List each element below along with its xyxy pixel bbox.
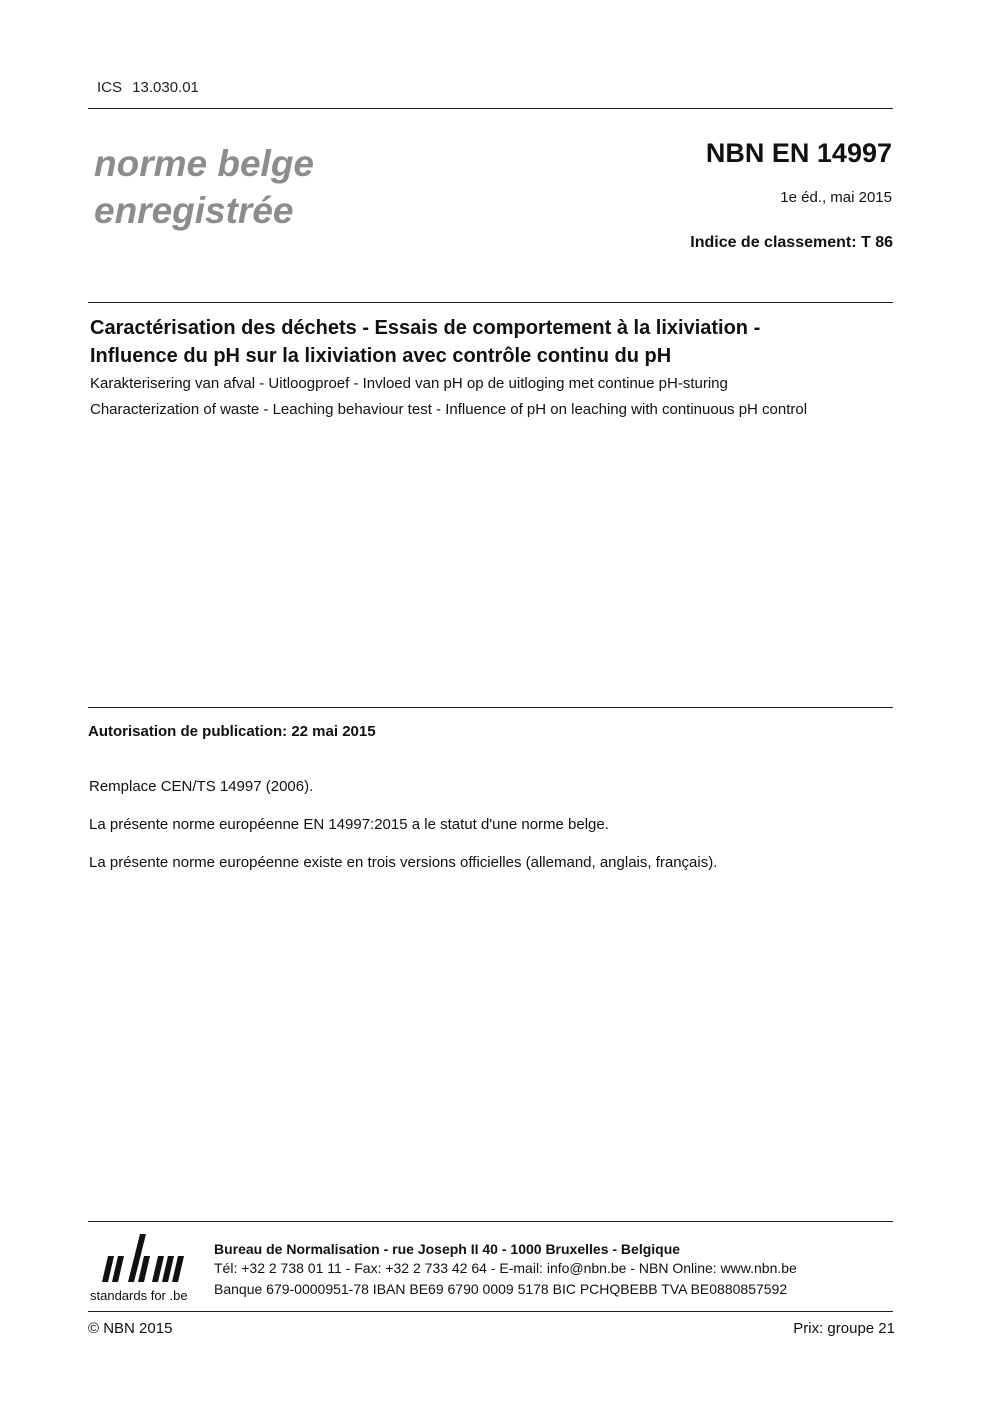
status-note: La présente norme européenne EN 14997:2015 a le statut d'une norme belge. — [89, 816, 609, 833]
publication-authorisation: Autorisation de publication: 22 mai 2015 — [88, 723, 376, 740]
logo-caption: standards for .be — [90, 1288, 188, 1303]
brand-line-1: norme belge — [94, 143, 314, 184]
title-dutch: Karakterisering van afval - Uitloogproef - Invloed van pH op de uitloging met continue pH-sturing — [90, 375, 728, 392]
title-french — [90, 314, 760, 370]
title-english: Characterization of waste - Leaching behaviour test - Influence of pH on leaching with continuous pH control — [90, 401, 808, 418]
replaces-note: Remplace CEN/TS 14997 (2006). — [89, 778, 314, 795]
footer-rule — [88, 1221, 893, 1222]
bottom-rule — [88, 1311, 893, 1312]
title-french-line-1: Caractérisation des déchets - Essais de comportement à la lixiviation - — [90, 317, 761, 339]
brand-title — [94, 140, 314, 234]
edition-date: 1e éd., mai 2015 — [780, 189, 892, 206]
footer-contact: Tél: +32 2 738 01 11 - Fax: +32 2 733 42 64 - E-mail: info@nbn.be - NBN Online: www.nbn.be — [214, 1260, 797, 1276]
publication-rule — [88, 707, 893, 708]
ics-code: ICS 13.030.01 — [97, 79, 199, 96]
footer-bank-details: Banque 679-0000951-78 IBAN BE69 6790 0009 5178 BIC PCHQBEBB TVA BE0880857592 — [214, 1281, 788, 1297]
standard-number: NBN EN 14997 — [705, 138, 892, 168]
title-top-rule — [88, 302, 893, 303]
price-group: Prix: groupe 21 — [793, 1320, 895, 1337]
title-french-line-2: Influence du pH sur la lixiviation avec contrôle continu du pH — [90, 345, 672, 367]
brand-line-2: enregistrée — [94, 190, 294, 231]
nbn-logo-mark-icon — [88, 1230, 200, 1288]
footer-address: Bureau de Normalisation - rue Joseph II 40 - 1000 Bruxelles - Belgique — [214, 1241, 681, 1257]
versions-note: La présente norme européenne existe en trois versions officielles (allemand, anglais, français). — [89, 854, 718, 871]
copyright: © NBN 2015 — [88, 1320, 173, 1337]
classification-index: Indice de classement: T 86 — [690, 234, 893, 251]
header-rule — [88, 108, 893, 109]
